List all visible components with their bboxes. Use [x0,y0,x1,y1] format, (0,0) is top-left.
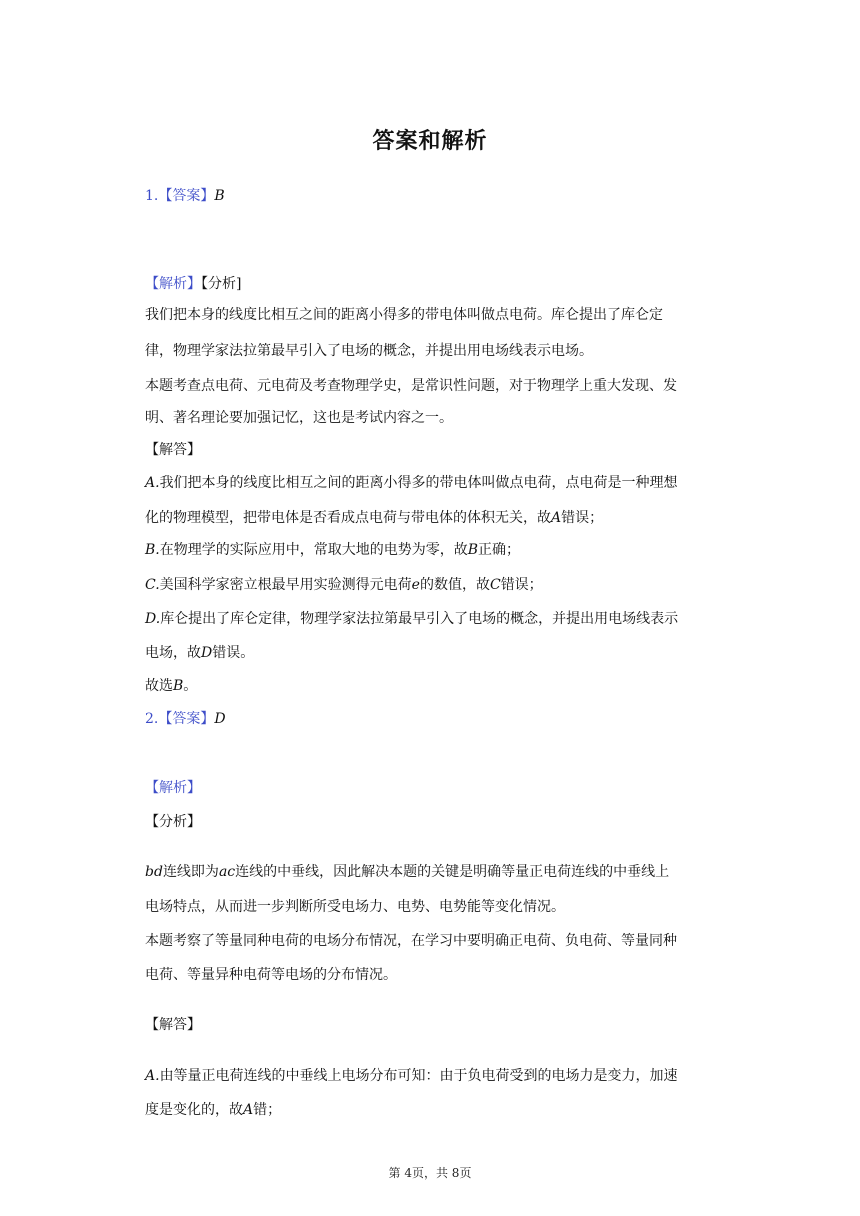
q2-option-a-pre: 度是变化的，故 [145,1102,243,1118]
q1-option-c-var2: C [489,577,501,593]
q2-para1-line1 [145,863,725,881]
q1-option-a-label: A. [145,475,160,491]
q2-option-a-line1 [145,1067,725,1085]
q1-option-b-post: 正确； [478,542,521,558]
q1-para2-line2: 明、著名理论要加强记忆，这也是考试内容之一。 [145,410,453,426]
q1-option-d-text1: 库仑提出了库仑定律，物理学家法拉第最早引入了电场的概念，并提出用电场线表示 [160,611,679,627]
q2-option-a-post: 错； [253,1102,282,1118]
q2-para2-line1: 本题考察了等量同种电荷的电场分布情况，在学习中要明确正电荷、负电荷、等量同种 [145,933,677,949]
q2-answer-value: D [214,711,226,727]
q2-number: 2. [145,711,159,727]
q2-answer-line [145,710,725,728]
q1-option-a-post: 错误； [561,510,604,526]
q1-conclusion-post: 。 [183,678,198,694]
q1-answer-line [145,187,725,205]
q1-option-c-post: 错误； [500,577,543,593]
q2-option-a-text1: 由等量正电荷连线的中垂线上电场分布可知：由于负电荷受到的电场力是变力，加速 [159,1068,678,1084]
q1-option-b [145,541,725,559]
q1-option-a-line1 [145,474,725,492]
q1-para1-line1: 我们把本身的线度比相互之间的距离小得多的带电体叫做点电荷。库仑提出了库仑定 [145,307,663,323]
page-title: 答案和解析 [372,129,488,154]
q2-option-a-label: A. [145,1068,160,1084]
q1-option-b-var: B [467,542,479,558]
q2-para1-line2: 电场特点，从而进一步判断所受电场力、电势、电势能等变化情况。 [145,899,565,915]
q2-answer-tag: 【答案】 [158,711,215,727]
q2-fenxi-tag: 【分析】 [145,814,201,830]
q1-para1-line2: 律，物理学家法拉第最早引入了电场的概念，并提出用电场线表示电场。 [145,343,593,359]
q2-var-ac: ac [218,864,236,880]
q1-option-d-pre: 电场，故 [145,645,201,661]
q1-option-d-line1 [145,610,725,628]
q1-fenxi-tag: 【分析] [201,276,242,292]
q2-para1-rest: 连线的中垂线，因此解决本题的关键是明确等量正电荷连线的中垂线上 [235,864,670,880]
q1-conclusion-var: B [173,678,184,694]
q2-analysis-tag: 【解析】 [145,780,201,796]
q1-option-a-text2: 化的物理模型，把带电体是否看成点电荷与带电体的体积无关，故 [145,510,551,526]
q1-option-c-var1: e [411,577,420,593]
q1-option-a-var: A [551,510,562,526]
q1-option-c-pre: 美国科学家密立根最早用实验测得元电荷 [159,577,412,593]
q2-option-a-line2 [145,1101,725,1119]
q1-number: 1. [145,188,159,204]
q2-var-bd: bd [145,864,163,880]
q2-para1-mid: 连线即为 [162,864,219,880]
page-footer: 第 4页，共 8页 [388,1166,472,1180]
q1-analysis-heading [145,275,725,293]
q1-para2-line1: 本题考查点电荷、元电荷及考查物理学史，是常识性问题，对于物理学上重大发现、发 [145,378,677,394]
q1-option-a-text1: 我们把本身的线度比相互之间的距离小得多的带电体叫做点电荷，点电荷是一种理想 [159,475,678,491]
q1-option-c [145,576,725,594]
q1-answer-tag: 【答案】 [158,188,215,204]
q1-option-b-pre: 在物理学的实际应用中，常取大地的电势为零，故 [159,542,468,558]
q1-conclusion-pre: 故选 [145,678,173,694]
q1-option-d-var: D [201,645,213,661]
q2-option-a-var: A [243,1102,254,1118]
q1-option-d-label: D. [145,611,161,627]
q1-jieda-tag: 【解答】 [145,442,201,458]
q1-option-d-post: 错误。 [212,645,255,661]
q1-answer-value: B [214,188,225,204]
q2-jieda-tag: 【解答】 [145,1017,201,1033]
q1-option-b-label: B. [145,542,160,558]
q2-para2-line2: 电荷、等量异种电荷等电场的分布情况。 [145,967,397,983]
q1-option-a-line2 [145,509,725,527]
q1-option-c-label: C. [145,577,160,593]
q1-conclusion [145,677,725,695]
q1-option-c-mid: 的数值，故 [419,577,490,593]
q1-analysis-tag: 【解析】 [145,276,201,292]
q1-option-d-line2 [145,644,725,662]
